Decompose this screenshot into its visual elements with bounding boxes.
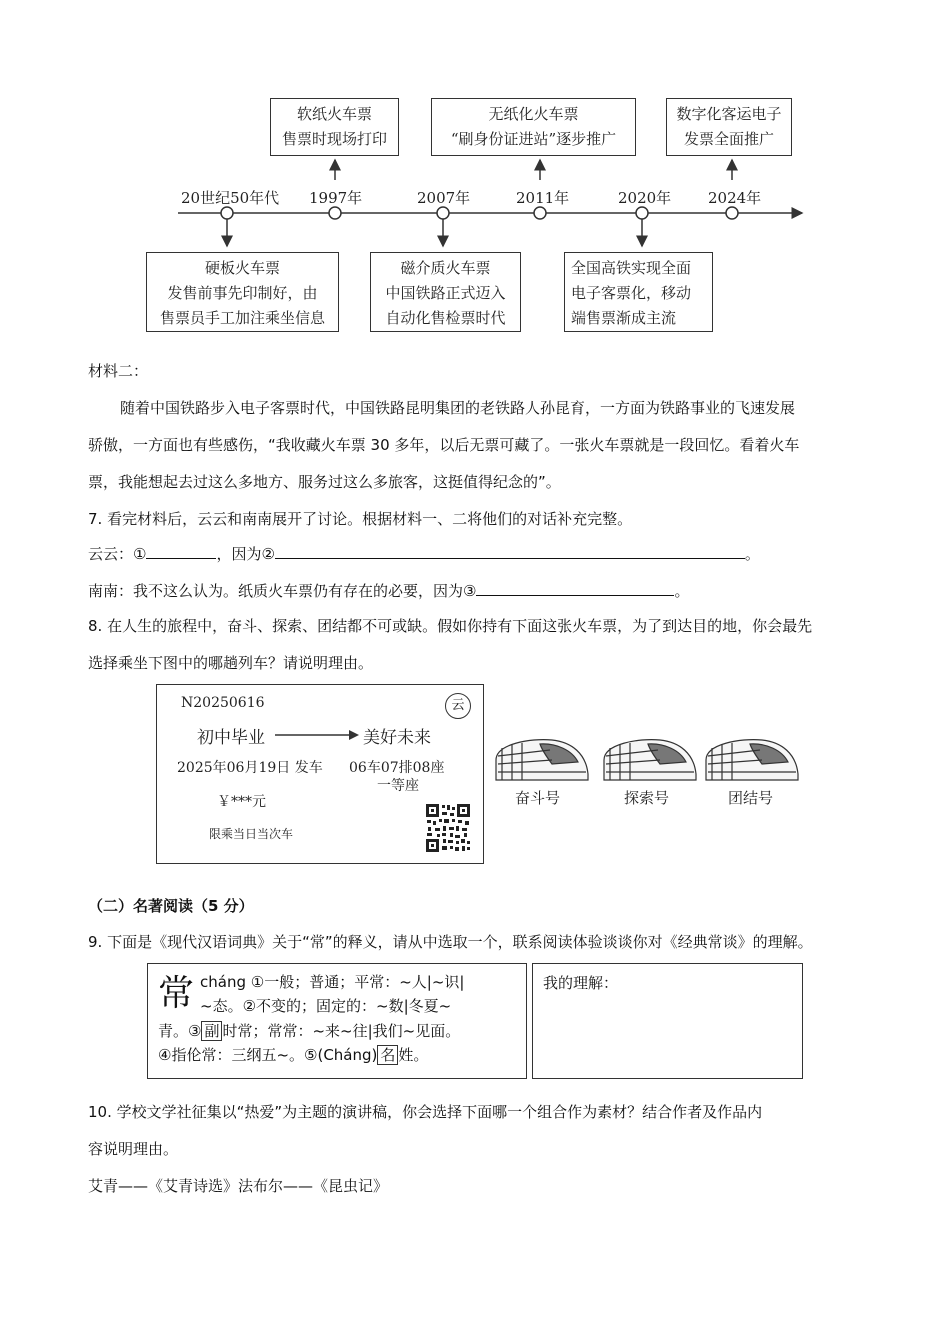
box-line: 自动化售检票时代 xyxy=(385,309,506,327)
box-line: 发票全面推广 xyxy=(683,130,774,148)
ticket-to: 美好未来 xyxy=(363,728,431,748)
question-10-line: 容说明理由。 xyxy=(88,1140,179,1158)
ticket-number: N20250616 xyxy=(181,695,265,711)
qr-code-icon xyxy=(425,803,471,853)
ticket-class: 一等座 xyxy=(377,778,419,794)
box-line: 无纸化火车票 xyxy=(488,105,579,123)
year-label: 1997年 xyxy=(309,189,363,207)
ticket-badge: 云 xyxy=(445,693,471,719)
trains-illustration xyxy=(490,730,800,790)
timeline-node-2020 xyxy=(636,207,648,219)
ticket-price: ￥***元 xyxy=(217,794,266,810)
answer-label: 我的理解： xyxy=(543,974,619,992)
timeline-box-2007 xyxy=(370,252,521,332)
box-line: 电子客票化，移动 xyxy=(571,284,692,302)
pos-box-adverb: 副 xyxy=(201,1021,222,1041)
material2-paragraph-line: 骄傲，一方面也有些感伤，“我收藏火车票 30 多年，以后无票可藏了。一张火车票就是一段回忆。看着火车 xyxy=(88,436,800,454)
box-line: 售票员手工加注乘坐信息 xyxy=(159,309,325,327)
question-8-line: 8. 在人生的旅程中，奋斗、探索、团结都不可或缺。假如你持有下面这张火车票，为了到达目的地，你会最先 xyxy=(88,617,813,635)
question-10-options: 艾青——《艾青诗选》法布尔——《昆虫记》 xyxy=(88,1177,389,1195)
box-line: 发售前事先印制好，由 xyxy=(167,284,318,302)
def-text: 青。③ xyxy=(158,1022,202,1040)
answer-blank-2[interactable] xyxy=(275,543,745,559)
timeline-box-2011 xyxy=(431,98,636,156)
sentence-end: 。 xyxy=(674,582,690,600)
timeline-node-2024 xyxy=(726,207,738,219)
box-line: “刷身份证进站”逐步推广 xyxy=(450,130,617,148)
year-label: 2007年 xyxy=(417,189,471,207)
timeline-box-1950s xyxy=(146,252,339,332)
train-icon-tuanjie xyxy=(706,740,798,780)
def-line: ~态。②不变的；固定的：~数|冬夏~ xyxy=(200,997,452,1015)
year-label: 2020年 xyxy=(618,189,672,207)
def-line: cháng ①一般；普通；平常：~人|~识| xyxy=(200,973,465,991)
ticket-note: 限乘当日当次车 xyxy=(209,827,294,841)
section-title: （二）名著阅读（5 分） xyxy=(88,897,254,915)
box-line: 中国铁路正式迈入 xyxy=(385,284,506,302)
ticket-date: 2025年06月19日 发车 xyxy=(177,760,323,776)
question-7-yunyun xyxy=(88,543,760,564)
material2-paragraph-line: 随着中国铁路步入电子客票时代，中国铁路昆明集团的老铁路人孙昆育，一方面为铁路事业的飞速发展 xyxy=(120,399,796,417)
box-line: 售票时现场打印 xyxy=(281,130,387,148)
material2-label: 材料二： xyxy=(88,362,149,380)
box-line: 硬板火车票 xyxy=(204,259,280,277)
answer-blank-3[interactable] xyxy=(476,580,674,596)
material2-paragraph-line: 票，我能想起去过这么多地方、服务过这么多旅客，这挺值得纪念的”。 xyxy=(88,473,561,491)
ticket-arrow-icon xyxy=(273,725,361,745)
question-8-line: 选择乘坐下图中的哪趟列车？请说明理由。 xyxy=(88,654,374,672)
year-label: 20世纪50年代 xyxy=(181,189,280,207)
timeline-node-1997 xyxy=(329,207,341,219)
year-label: 2011年 xyxy=(516,189,570,207)
dictionary-entry-box xyxy=(147,963,527,1079)
question-9: 9. 下面是《现代汉语词典》关于“常”的释义，请从中选取一个，联系阅读体验谈谈你对《经典常谈》的理解。 xyxy=(88,933,813,951)
train-icon-fendou xyxy=(496,740,588,780)
box-line: 端售票渐成主流 xyxy=(571,309,677,327)
train-label-tuanjie: 团结号 xyxy=(728,789,774,807)
question-7: 7. 看完材料后，云云和南南展开了讨论。根据材料一、二将他们的对话补充完整。 xyxy=(88,510,633,528)
box-line: 数字化客运电子 xyxy=(676,105,782,123)
question-7-nannan xyxy=(88,580,689,601)
train-icon-tansuo xyxy=(604,740,696,780)
timeline-box-2020 xyxy=(564,252,713,332)
question-10-line: 10. 学校文学社征集以“热爱”为主题的演讲稿，你会选择下面哪一个组合作为素材？结合作者及作品内 xyxy=(88,1103,763,1121)
timeline-node-1950s xyxy=(221,207,233,219)
def-line xyxy=(158,1019,460,1043)
def-text: ④指伦常：三纲五~。⑤(Cháng) xyxy=(158,1046,378,1064)
timeline-box-1997 xyxy=(270,98,399,156)
box-line: 全国高铁实现全面 xyxy=(571,259,692,277)
year-label: 2024年 xyxy=(708,189,762,207)
timeline-node-2011 xyxy=(534,207,546,219)
answer-blank-1[interactable] xyxy=(146,543,216,559)
yunyun-prefix: 云云：① xyxy=(88,545,147,563)
box-line: 软纸火车票 xyxy=(296,105,372,123)
def-text: 时常；常常：~来~往|我们~见面。 xyxy=(222,1022,461,1040)
timeline-box-2024 xyxy=(666,98,792,156)
def-line xyxy=(158,1043,428,1067)
box-line: 磁介质火车票 xyxy=(400,259,491,277)
train-ticket xyxy=(156,684,484,864)
ticket-seat: 06车07排08座 xyxy=(349,760,445,776)
timeline-node-2007 xyxy=(437,207,449,219)
dictionary-character: 常 xyxy=(158,973,195,1014)
train-label-fendou: 奋斗号 xyxy=(515,789,561,807)
yunyun-mid: ，因为② xyxy=(216,545,275,563)
pos-box-noun: 名 xyxy=(377,1045,398,1065)
sentence-end: 。 xyxy=(744,545,760,563)
answer-box[interactable] xyxy=(532,963,803,1079)
nannan-prefix: 南南：我不这么认为。纸质火车票仍有存在的必要，因为③ xyxy=(88,582,477,600)
train-label-tansuo: 探索号 xyxy=(624,789,670,807)
ticket-from: 初中毕业 xyxy=(197,728,265,748)
def-text: 姓。 xyxy=(398,1046,429,1064)
